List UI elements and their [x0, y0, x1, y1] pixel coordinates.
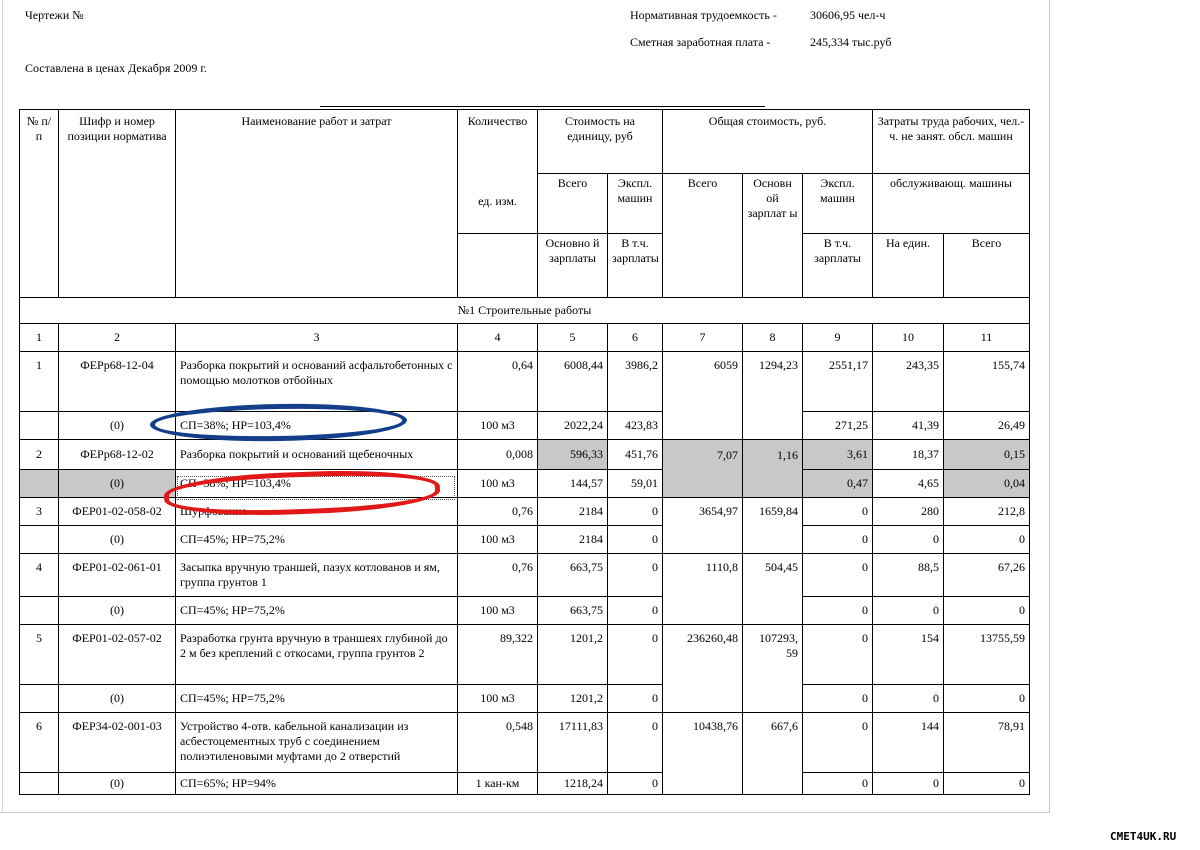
col-labor-header: Затраты труда рабочих, чел.-ч. не занят. обсл. машин [873, 110, 1030, 174]
sub-s11: 0 [944, 526, 1030, 554]
row-c6: 0 [608, 498, 663, 526]
row-c10: 144 [873, 713, 944, 773]
col-vsego2-header: Всего [663, 174, 743, 298]
sub-s5: 1201,2 [538, 685, 608, 713]
row-c7: 236260,48 [663, 625, 743, 713]
table-subrow [20, 412, 1030, 440]
sub-name: СП=45%; НР=75,2% [176, 526, 458, 554]
col-number: 4 [458, 324, 538, 352]
sub-s6: 0 [608, 526, 663, 554]
row-c11: 0,15 [944, 440, 1030, 470]
row-c9: 2551,17 [803, 352, 873, 412]
table-row [20, 498, 1030, 526]
col-qty-header: Количество [458, 110, 538, 234]
col-number: 9 [803, 324, 873, 352]
sub-unit: 100 м3 [458, 526, 538, 554]
row-number: 6 [20, 713, 59, 773]
sub-s5: 1218,24 [538, 773, 608, 795]
col-code-header: Шифр и номер позиции норматива [59, 110, 176, 298]
sub-s11: 0,04 [944, 470, 1030, 498]
col-vtch-header: В т.ч. зарплаты [608, 234, 663, 298]
col-number: 5 [538, 324, 608, 352]
row-name: Шурфование [176, 498, 458, 526]
col-vtch2-header: В т.ч. зарплаты [803, 234, 873, 298]
col-osn-header: Основно й зарплаты [538, 234, 608, 298]
sub-s6: 0 [608, 685, 663, 713]
row-c5: 1201,2 [538, 625, 608, 685]
row-c6: 451,76 [608, 440, 663, 470]
row-code: ФЕР01-02-061-01 [59, 554, 176, 597]
row-c8: 1659,84 [743, 498, 803, 554]
row-c9: 0 [803, 713, 873, 773]
row-c10: 18,37 [873, 440, 944, 470]
section-title: №1 Строительные работы [20, 298, 1030, 324]
sub-s9: 0 [803, 773, 873, 795]
sub-s11: 26,49 [944, 412, 1030, 440]
sub-code: (0) [59, 526, 176, 554]
row-c10: 154 [873, 625, 944, 685]
sub-s5: 2022,24 [538, 412, 608, 440]
sub-s6: 423,83 [608, 412, 663, 440]
norm-labor-label: Нормативная трудоемкость - [630, 8, 777, 22]
col-na-ed-header: На един. [873, 234, 944, 298]
col-osn2-header: Основн ой зарплат ы [743, 174, 803, 298]
column-numbers-row [20, 324, 1030, 352]
row-code: ФЕРр68-12-02 [59, 440, 176, 470]
row-c8: 1294,23 [743, 352, 803, 440]
row-c9: 0 [803, 498, 873, 526]
row-c11: 212,8 [944, 498, 1030, 526]
sub-s9: 0 [803, 685, 873, 713]
col-number: 7 [663, 324, 743, 352]
col-obsl-header: обслуживающ. машины [873, 174, 1030, 234]
sub-s11: 0 [944, 597, 1030, 625]
sub-s5: 2184 [538, 526, 608, 554]
col-number: 3 [176, 324, 458, 352]
sub-s6: 0 [608, 597, 663, 625]
table-subrow [20, 685, 1030, 713]
row-code: ФЕР01-02-057-02 [59, 625, 176, 685]
sub-s9: 271,25 [803, 412, 873, 440]
row-name: Разборка покрытий и оснований асфальтобетонных с помощью молотков отбойных [176, 352, 458, 412]
row-c8: 504,45 [743, 554, 803, 625]
col-number: 1 [20, 324, 59, 352]
col-eksp2-header: Экспл. машин [803, 174, 873, 234]
row-c9: 3,61 [803, 440, 873, 470]
sub-s5: 663,75 [538, 597, 608, 625]
row-qty: 0,548 [458, 713, 538, 773]
page-edge-bottom [0, 812, 1050, 813]
row-c5: 17111,83 [538, 713, 608, 773]
row-name: Засыпка вручную траншей, пазух котлованов и ям, группа грунтов 1 [176, 554, 458, 597]
col-name-header: Наименование работ и затрат [176, 110, 458, 298]
sub-s6: 0 [608, 773, 663, 795]
sub-s11: 0 [944, 685, 1030, 713]
sub-s5: 144,57 [538, 470, 608, 498]
table-row [20, 440, 1030, 470]
sub-name: СП=65%; НР=94% [176, 773, 458, 795]
row-c5: 6008,44 [538, 352, 608, 412]
row-c7: 10438,76 [663, 713, 743, 795]
row-qty: 0,64 [458, 352, 538, 412]
table-subrow [20, 526, 1030, 554]
row-qty: 0,008 [458, 440, 538, 470]
prices-note: Составлена в ценах Декабря 2009 г. [25, 61, 207, 75]
table-subrow [20, 773, 1030, 795]
sub-s10: 0 [873, 685, 944, 713]
row-c11: 155,74 [944, 352, 1030, 412]
col-unit-header: ед. изм. [458, 194, 538, 258]
row-name: Разработка грунта вручную в траншеях глубиной до 2 м без креплений с откосами, группа грунтов 2 [176, 625, 458, 685]
sub-code: (0) [59, 685, 176, 713]
row-number: 1 [20, 352, 59, 412]
drawings-label: Чертежи № [25, 8, 84, 22]
sub-unit: 100 м3 [458, 685, 538, 713]
col-eksp-header: Экспл. машин [608, 174, 663, 234]
table-row [20, 554, 1030, 597]
table-row [20, 352, 1030, 412]
estimate-table [19, 109, 1030, 795]
row-code: ФЕРр68-12-04 [59, 352, 176, 412]
sub-name: СП=38%; НР=103,4% [176, 412, 458, 440]
section-row [20, 298, 1030, 324]
sub-s6: 59,01 [608, 470, 663, 498]
row-c11: 67,26 [944, 554, 1030, 597]
sub-code: (0) [59, 597, 176, 625]
wage-label: Сметная заработная плата - [630, 35, 771, 49]
row-name: Разборка покрытий и оснований щебеночных [176, 440, 458, 470]
wage-value: 245,334 тыс.руб [810, 35, 892, 49]
sub-s10: 0 [873, 597, 944, 625]
row-name: Устройство 4-отв. кабельной канализации из асбестоцементных труб с соединением полиэтиленовыми муфтами до 2 отверстий [176, 713, 458, 773]
row-c6: 0 [608, 554, 663, 597]
sub-unit: 100 м3 [458, 470, 538, 498]
row-c6: 0 [608, 713, 663, 773]
row-c9: 0 [803, 554, 873, 597]
table-subrow [20, 597, 1030, 625]
row-c8: 667,6 [743, 713, 803, 795]
row-qty: 89,322 [458, 625, 538, 685]
row-number: 3 [20, 498, 59, 526]
header-top-line [320, 106, 765, 107]
row-c8: 107293, 59 [743, 625, 803, 713]
row-c11: 13755,59 [944, 625, 1030, 685]
watermark: СМЕТ4UK.RU [1110, 830, 1177, 843]
sub-s9: 0,47 [803, 470, 873, 498]
row-c7: 7,07 [663, 440, 743, 498]
row-code: ФЕР34-02-001-03 [59, 713, 176, 773]
table-row [20, 713, 1030, 773]
row-c7: 3654,97 [663, 498, 743, 554]
row-c7: 1110,8 [663, 554, 743, 625]
header-row-1 [20, 110, 1030, 174]
sub-code: (0) [59, 773, 176, 795]
row-code: ФЕР01-02-058-02 [59, 498, 176, 526]
row-qty: 0,76 [458, 554, 538, 597]
row-c11: 78,91 [944, 713, 1030, 773]
row-number: 5 [20, 625, 59, 685]
sub-s10: 41,39 [873, 412, 944, 440]
row-c6: 3986,2 [608, 352, 663, 412]
page-edge-left [2, 0, 3, 812]
sub-s10: 0 [873, 526, 944, 554]
col-number: 11 [944, 324, 1030, 352]
col-number: 8 [743, 324, 803, 352]
col-total-cost-header: Общая стоимость, руб. [663, 110, 873, 174]
row-c9: 0 [803, 625, 873, 685]
row-c10: 88,5 [873, 554, 944, 597]
sub-name: СП=45%; НР=75,2% [176, 685, 458, 713]
table-subrow [20, 470, 1030, 498]
sub-name: СП=45%; НР=75,2% [176, 597, 458, 625]
row-c7: 6059 [663, 352, 743, 440]
col-vsego-header: Всего [538, 174, 608, 234]
col-number: 10 [873, 324, 944, 352]
row-c10: 280 [873, 498, 944, 526]
sub-code: (0) [59, 470, 176, 498]
row-qty: 0,76 [458, 498, 538, 526]
sub-s9: 0 [803, 597, 873, 625]
row-c5: 2184 [538, 498, 608, 526]
sub-s10: 0 [873, 773, 944, 795]
col-number: 2 [59, 324, 176, 352]
sub-name: СП=38%; НР=103,4% [176, 470, 458, 498]
col-unit-cost-header: Стоимость на единицу, руб [538, 110, 663, 174]
row-c10: 243,35 [873, 352, 944, 412]
col-vsego3-header: Всего [944, 234, 1030, 298]
row-c6: 0 [608, 625, 663, 685]
sub-s11: 0 [944, 773, 1030, 795]
norm-labor-value: 30606,95 чел-ч [810, 8, 886, 22]
table-row [20, 625, 1030, 685]
row-number: 4 [20, 554, 59, 597]
sub-s10: 4,65 [873, 470, 944, 498]
page-edge-right [1049, 0, 1050, 812]
col-num-header: № п/п [20, 110, 59, 298]
row-c8: 1,16 [743, 440, 803, 498]
row-c5: 596,33 [538, 440, 608, 470]
sub-code: (0) [59, 412, 176, 440]
sub-unit: 100 м3 [458, 412, 538, 440]
sub-unit: 100 м3 [458, 597, 538, 625]
sub-unit: 1 кан-км [458, 773, 538, 795]
row-c5: 663,75 [538, 554, 608, 597]
sub-s9: 0 [803, 526, 873, 554]
row-number: 2 [20, 440, 59, 470]
col-number: 6 [608, 324, 663, 352]
